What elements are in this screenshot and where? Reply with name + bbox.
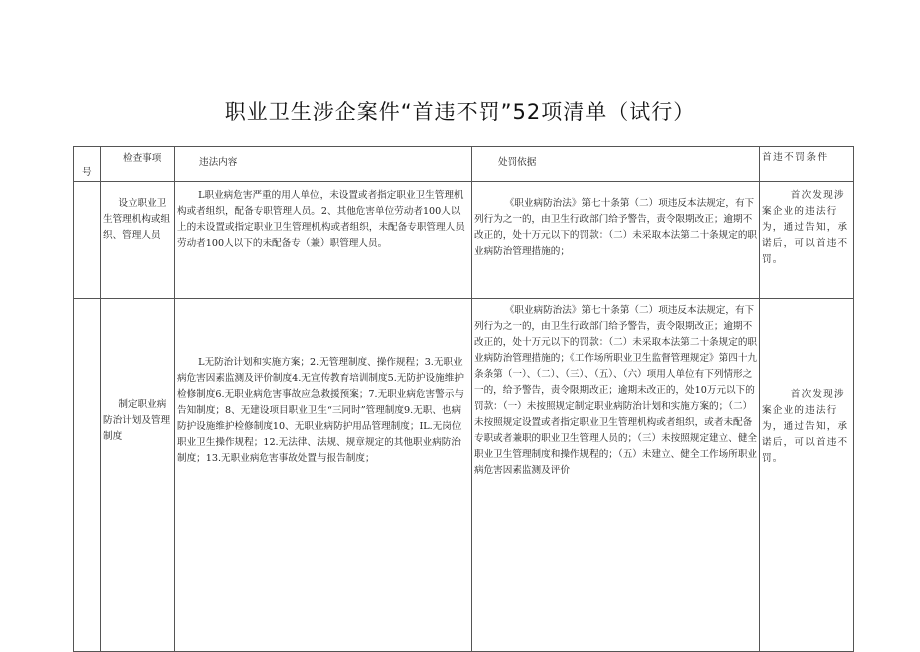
header-content-cell [175,147,472,182]
header-condition-cell [760,147,854,182]
table-header-row [74,147,854,182]
row-number-cell [74,182,101,299]
page-title: 职业卫生涉企案件“首违不罚”52项清单（试行） [224,100,696,124]
violation-content-cell: L职业病危害严重的用人单位，未设置或者指定职业卫生管理机构或者组织，配备专职管理人员。2、其他危害单位劳动者100人以上的未设置或指定职业卫生管理机构或者组织，未配备专职管理人员劳动者100人以下的未配备专（兼）职管理人员。 [175,182,472,299]
exemption-condition-cell: 首次发现涉案企业的违法行为，通过告知，承诺后，可以首违不罚。 [760,299,854,652]
penalty-basis-cell: 《职业病防治法》第七十条第（二）项违反本法规定，有下列行为之一的，由卫生行政部门给予警告，责令限期改正；逾期不改正的，处十万元以下的罚款：（二）未采取本法第二十条规定的职业病防治管理措施的；《工作场所职业卫生监督管理规定》第四十九条条第（一）、（二）、（三）、（五）、（六）项用人单位有下列情形之一的，给予警告，责令限期改正；逾期未改正的，处10万元以下的罚款：（一）未按照规定制定职业病防治计划和实施方案的；（二）未按照规定设置或者指定职业卫生管理机构或者组织，或者未配备专职或者兼职的职业卫生管理人员的；（三）未按照规定建立、健全职业卫生管理制度和操作规程的；（五）未建立、健全工作场所职业病危害因素监测及评价 [472,299,760,652]
table-row [74,182,854,299]
exemption-condition-cell: 首次发现涉案企业的违法行为，通过告知，承诺后，可以首违不罚。 [760,182,854,299]
header-number: 号 [82,167,92,178]
check-item-cell: 制定职业病防治计划及管理制度 [101,299,175,652]
violation-list-table [73,146,854,652]
header-item-cell [101,147,175,182]
header-number-cell [74,147,101,182]
check-item-cell: 设立职业卫生管理机构或组织、管理人员 [101,182,175,299]
violation-content-cell: L无防治计划和实施方案；2.无管理制度、操作规程；3.无职业病危害因素监测及评价制度4.无宣传教育培训制度5.无防护设施维护检修制度6.无职业病危害事故应急救援预案；7.无职业病危害警示与告知制度；8、无建设项目职业卫生“三同时”管理制度9.无职、也病防护设施维护检修制度10、无职业病防护用品管理制度；IL.无岗位职业卫生操作规程；12.无法律、法规、规章规定的其他职业病防治制度；13.无职业病危害事故处置与报告制度； [175,299,472,652]
header-basis-cell [472,147,760,182]
header-penalty-basis: 处罚依据 [498,157,537,168]
row-number-cell [74,299,101,652]
header-check-item: 检查事项 [123,153,162,164]
header-violation-content: 违法内容 [199,157,238,168]
penalty-basis-cell: 《职业病防治法》第七十条第（二）项违反本法规定，有下列行为之一的，由卫生行政部门给予警告，责令限期改正；逾期不改正的，处十万元以下的罚款：（二）未采取本法第二十条规定的职业病防治管理措施的； [472,182,760,299]
header-exemption-condition: 首违不罚条件 [762,152,829,163]
table-row [74,299,854,652]
